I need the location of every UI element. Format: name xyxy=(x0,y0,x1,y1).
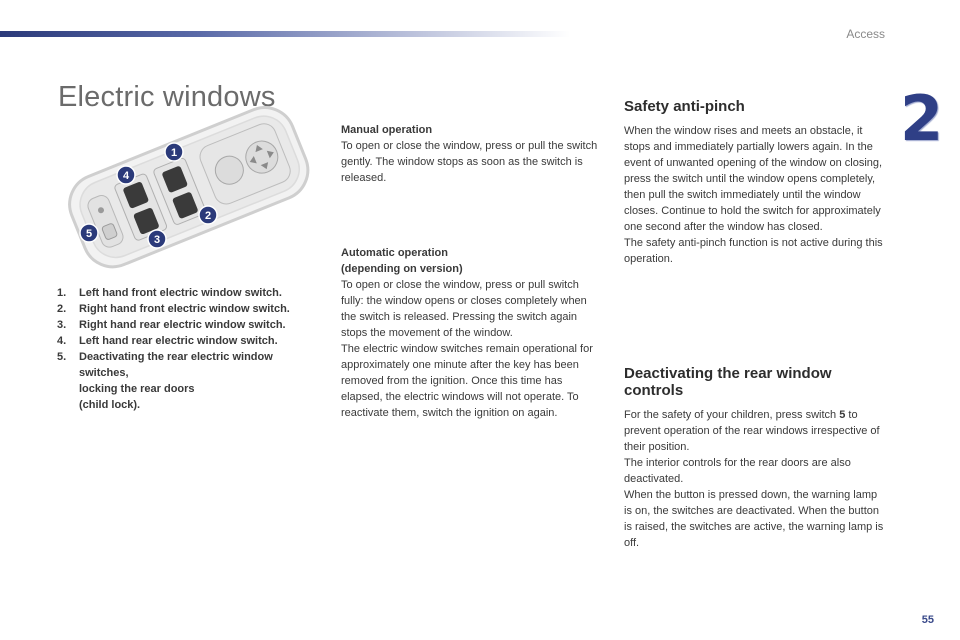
callout-2-icon xyxy=(199,206,217,224)
anti-pinch-block xyxy=(624,98,886,267)
deactivate-rear-text-2: The interior controls for the rear doors are also deactivated. xyxy=(624,457,851,485)
callout-5-icon xyxy=(80,224,98,242)
svg-text:1: 1 xyxy=(170,147,178,159)
deactivate-rear-heading: Deactivating the rear window controls xyxy=(624,365,832,399)
section-name: Access xyxy=(846,27,885,41)
callout-1-icon xyxy=(165,143,183,161)
manual-operation-heading: Manual operation xyxy=(341,124,433,136)
svg-text:2: 2 xyxy=(204,210,212,222)
window-switch-panel-illustration xyxy=(58,100,318,275)
deactivate-rear-text-3: When the button is pressed down, the warning lamp is on, the switches are deactivated. When the button is raised, the switches are active, the warning lamp is off. xyxy=(624,489,884,549)
legend-item: 5. Deactivating the rear electric window switches, locking the rear doors (child lock). xyxy=(57,351,273,411)
automatic-operation-note: The electric window switches remain operational for approximately one minute after the key has been removed from the ignition. Once this time has elapsed, the electric windows will not operate. To reactivate them, switch the ignition on again. xyxy=(341,343,593,419)
anti-pinch-note: The safety anti-pinch function is not active during this operation. xyxy=(624,237,883,265)
header-gradient-bar xyxy=(0,31,570,37)
svg-text:5: 5 xyxy=(85,228,93,240)
anti-pinch-text: When the window rises and meets an obstacle, it stops and immediately partially lowers again. In the event of unwanted opening of the window on closing, press the switch until the window opens completely, then pull the switch immediately until the window closes. Continue to hold the switch for approximately one second after the window has closed. xyxy=(624,125,883,233)
legend-item: 1. Left hand front electric window switch. xyxy=(57,287,282,299)
anti-pinch-heading: Safety anti-pinch xyxy=(624,98,745,115)
legend-item: 3. Right hand rear electric window switch. xyxy=(57,319,286,331)
legend-item: 2. Right hand front electric window switch. xyxy=(57,303,290,315)
svg-text:4: 4 xyxy=(122,170,130,182)
automatic-operation-block xyxy=(341,245,603,421)
automatic-operation-subheading: (depending on version) xyxy=(341,263,463,275)
callout-3-icon xyxy=(148,230,166,248)
svg-text:3: 3 xyxy=(153,234,161,246)
automatic-operation-text: To open or close the window, press or pull switch fully: the window opens or closes completely when the switch is released. Pressing the switch again stops the movement of the window. xyxy=(341,279,587,339)
deactivate-rear-text: For the safety of your children, press switch 5 to prevent operation of the rear windows irrespective of their position. xyxy=(624,409,880,453)
page-number: 55 xyxy=(921,614,934,626)
legend-item: 4. Left hand rear electric window switch. xyxy=(57,335,278,347)
automatic-operation-heading: Automatic operation xyxy=(341,247,448,259)
chapter-number: 2 xyxy=(900,82,944,155)
callout-4-icon xyxy=(117,166,135,184)
manual-operation-block xyxy=(341,122,603,186)
page-title: Electric windows xyxy=(58,81,276,114)
switch-legend-list xyxy=(57,285,322,413)
manual-operation-text: To open or close the window, press or pull the switch gently. The window stops as soon as the switch is released. xyxy=(341,140,598,184)
deactivate-rear-block xyxy=(624,365,886,551)
